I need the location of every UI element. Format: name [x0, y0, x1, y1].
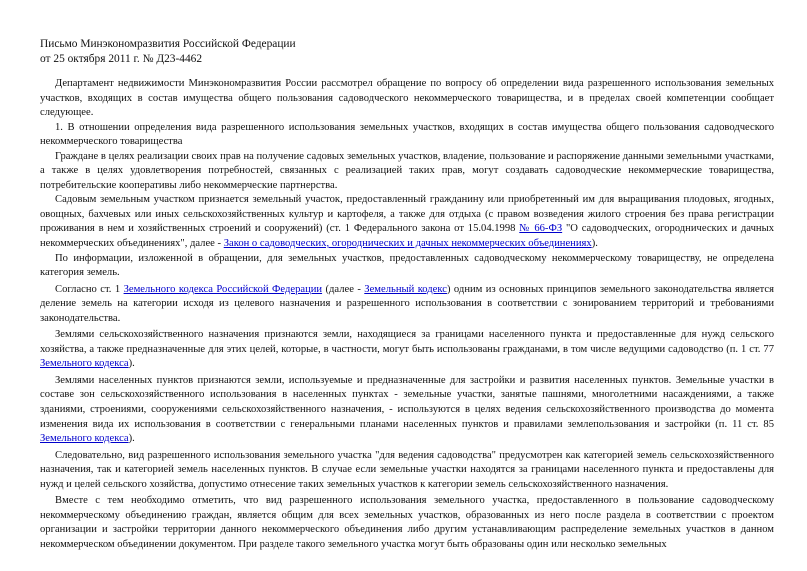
paragraph-conclusion: Следовательно, вид разрешенного использования земельного участка "для ведения садоводства" предусмотрен как категорией земель сельскохозяйственного назначения, так и категорией земель населенных пунктов. В случае если земельные участки находятся за границами населенного пункта и предоставлены для нужд и целей сельского хозяйства, допустимо отнесение таких земельных участков к категории земель сельскохозяйственного назначения. — [40, 449, 774, 490]
paragraph-garden-plot-definition — [40, 193, 774, 251]
paragraph-text: Садовым земельным участком признается земельный участок, предоставленный гражданину или приобретенный им для выращивания плодовых, ягодных, овощных, бахчевых или иных сельскохозяйственных культур и картофеля, а также для отдыха (с правом возведения жилого строения без права регистрации проживания в нем и хозяйственных строений и сооружений) (ст. 1 Федерального закона от 15.04.1998 — [40, 194, 774, 235]
document-page — [40, 37, 774, 553]
paragraph-intro: Департамент недвижимости Минэкономразвития России рассмотрел обращение по вопросу об определении вида разрешенного использования земельных участков, входящих в состав имущества общего пользования садоводческого некоммерческого товарищества, и в пределах своей компетенции сообщает следующее. — [40, 78, 774, 119]
paragraph-agricultural-lands — [40, 328, 774, 372]
land-code-link[interactable]: Земельный кодекс — [364, 283, 447, 295]
paragraph-text: Землями сельскохозяйственного назначения признаются земли, находящиеся за границами населенного пункта и предоставленные для нужд сельского хозяйства, а также предназначенные для этих целей, которые, в частности, могут быть использованы гражданами, в том числе ведущими садоводство (п. 1 ст. 77 — [40, 329, 774, 355]
paragraph-land-category-undefined: По информации, изложенной в обращении, для земельных участков, предоставленных садоводческому некоммерческому товариществу, не определена категория земель. — [40, 252, 774, 279]
paragraph-text: ). — [591, 238, 598, 250]
law-gardening-associations-link[interactable]: Закон о садоводческих, огороднических и дачных некоммерческих объединениях — [223, 238, 592, 250]
paragraph-text: ) одним из основных принципов земельного законодательства является деление земель на категории исходя из целевого назначения и разрешенного использования в соответствии с зонированием территорий и требованиями законодательства. — [40, 283, 774, 324]
paragraph-text: ). — [128, 433, 135, 445]
paragraph-land-code-principles — [40, 283, 774, 327]
document-title-line-1: Письмо Минэкономразвития Российской Федерации — [40, 38, 296, 50]
paragraph-land-division: Вместе с тем необходимо отметить, что вид разрешенного использования земельного участка, предоставленного в пользование садоводческому некоммерческому объединению граждан, является общим для всех земельных участков, образованных из него после раздела в соответствии с проектом организации и застройки территории данного некоммерческого объединения либо другим устанавливающим распределение земельных участков в данном некоммерческом объединении документом. При разделе такого земельного участка могут быть образованы один или несколько земельных — [40, 495, 774, 550]
paragraph-text: ). — [128, 358, 135, 370]
land-code-art77-link[interactable]: Земельного кодекса — [40, 358, 129, 370]
land-code-art85-link[interactable]: Земельного кодекса — [40, 433, 129, 445]
law-66-fz-link[interactable]: № 66-ФЗ — [519, 223, 563, 235]
paragraph-settlement-lands — [40, 374, 774, 447]
title-spacer — [40, 67, 774, 77]
paragraph-section-1-heading: 1. В отношении определения вида разрешенного использования земельных участков, входящих в состав имущества общего пользования садоводческого некоммерческого товарищества — [40, 121, 774, 148]
paragraph-citizens-rights: Граждане в целях реализации своих прав на получение садовых земельных участков, владение, пользование и распоряжение данными земельными участками, а также в целях удовлетворения потребностей, связанных с реализацией таких прав, могут создавать садоводческие некоммерческие товарищества, потребительские кооперативы либо некоммерческие партнерства. — [40, 150, 774, 191]
land-code-rf-link[interactable]: Земельного кодекса Российской Федерации — [123, 283, 323, 295]
paragraph-text: Землями населенных пунктов признаются земли, используемые и предназначенные для застройки и развития населенных пунктов. Земельные участки в составе зон сельскохозяйственного использования в населенных пунктах - земельные участки, занятые пашнями, многолетними насаждениями, а также зданиями, строениями, сооружениями сельскохозяйственного назначения, - используются в целях ведения сельскохозяйственного производства до момента изменения вида их использования в соответствии с генеральными планами населенных пунктов и правилами землепользования и застройки (п. 11 ст. 85 — [40, 374, 774, 430]
document-title-line-2: от 25 октября 2011 г. № Д23-4462 — [40, 53, 203, 65]
paragraph-text: Согласно ст. 1 — [55, 283, 124, 295]
paragraph-text: (далее - — [322, 283, 365, 295]
paragraph-text: "О садоводческих, огороднических и дачных некоммерческих объединениях", далее - — [40, 223, 774, 250]
